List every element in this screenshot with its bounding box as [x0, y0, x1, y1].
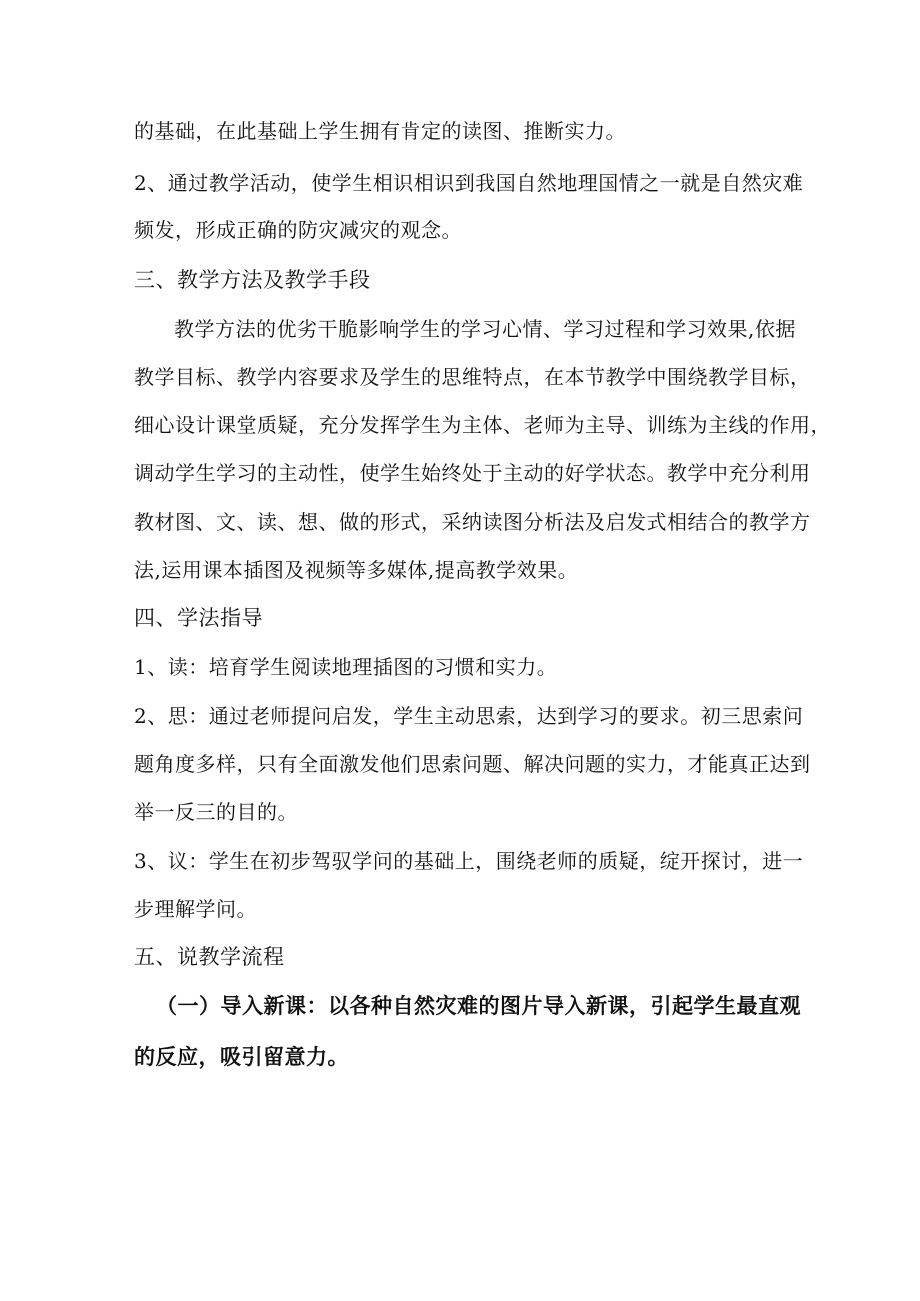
section-3-heading: 三、教学方法及教学手段 — [134, 268, 371, 292]
section-4-item-2-line-1: 2、思：通过老师提问启发，学生主动思索，达到学习的要求。初三思索问 — [134, 704, 804, 728]
section-5-intro-line-2: 的反应，吸引留意力。 — [134, 1045, 349, 1069]
section-3-line-2: 教学目标、教学内容要求及学生的思维特点，在本节教学中围绕教学目标， — [134, 365, 811, 389]
section-5-intro-line-1: （一）导入新课：以各种自然灾难的图片导入新课，引起学生最直观 — [156, 994, 801, 1018]
section-4-item-3-line-1: 3、议：学生在初步驾驭学问的基础上，围绕老师的质疑，绽开探讨，进一 — [134, 849, 804, 873]
section-4-item-2-line-3: 举一反三的目的。 — [134, 800, 298, 824]
section-4-item-1: 1、读：培育学生阅读地理插图的习惯和实力。 — [134, 655, 558, 679]
section-3-line-4: 调动学生学习的主动性，使学生始终处于主动的好学状态。教学中充分利用 — [134, 461, 811, 485]
section-3-line-1: 教学方法的优劣干脆影响学生的学习心情、学习过程和学习效果,依据 — [174, 317, 796, 341]
objective-2-line-2: 频发，形成正确的防灾减灾的观念。 — [134, 218, 462, 242]
section-3-line-3: 细心设计课堂质疑，充分发挥学生为主体、老师为主导、训练为主线的作用， — [134, 413, 831, 437]
section-3-line-5: 教材图、文、读、想、做的形式，采纳读图分析法及启发式相结合的教学方 — [134, 510, 811, 534]
section-4-item-3-line-2: 步理解学问。 — [134, 897, 257, 921]
paragraph-line: 的基础，在此基础上学生拥有肯定的读图、推断实力。 — [134, 119, 626, 143]
section-5-heading: 五、说教学流程 — [134, 945, 285, 969]
section-4-heading: 四、学法指导 — [134, 606, 263, 630]
section-3-line-6: 法,运用课本插图及视频等多媒体,提高教学效果。 — [134, 558, 579, 582]
section-4-item-2-line-2: 题角度多样，只有全面激发他们思索问题、解决问题的实力，才能真正达到 — [134, 752, 811, 776]
objective-2-line-1: 2、通过教学活动，使学生相识相识到我国自然地理国情之一就是自然灾难 — [134, 171, 804, 195]
